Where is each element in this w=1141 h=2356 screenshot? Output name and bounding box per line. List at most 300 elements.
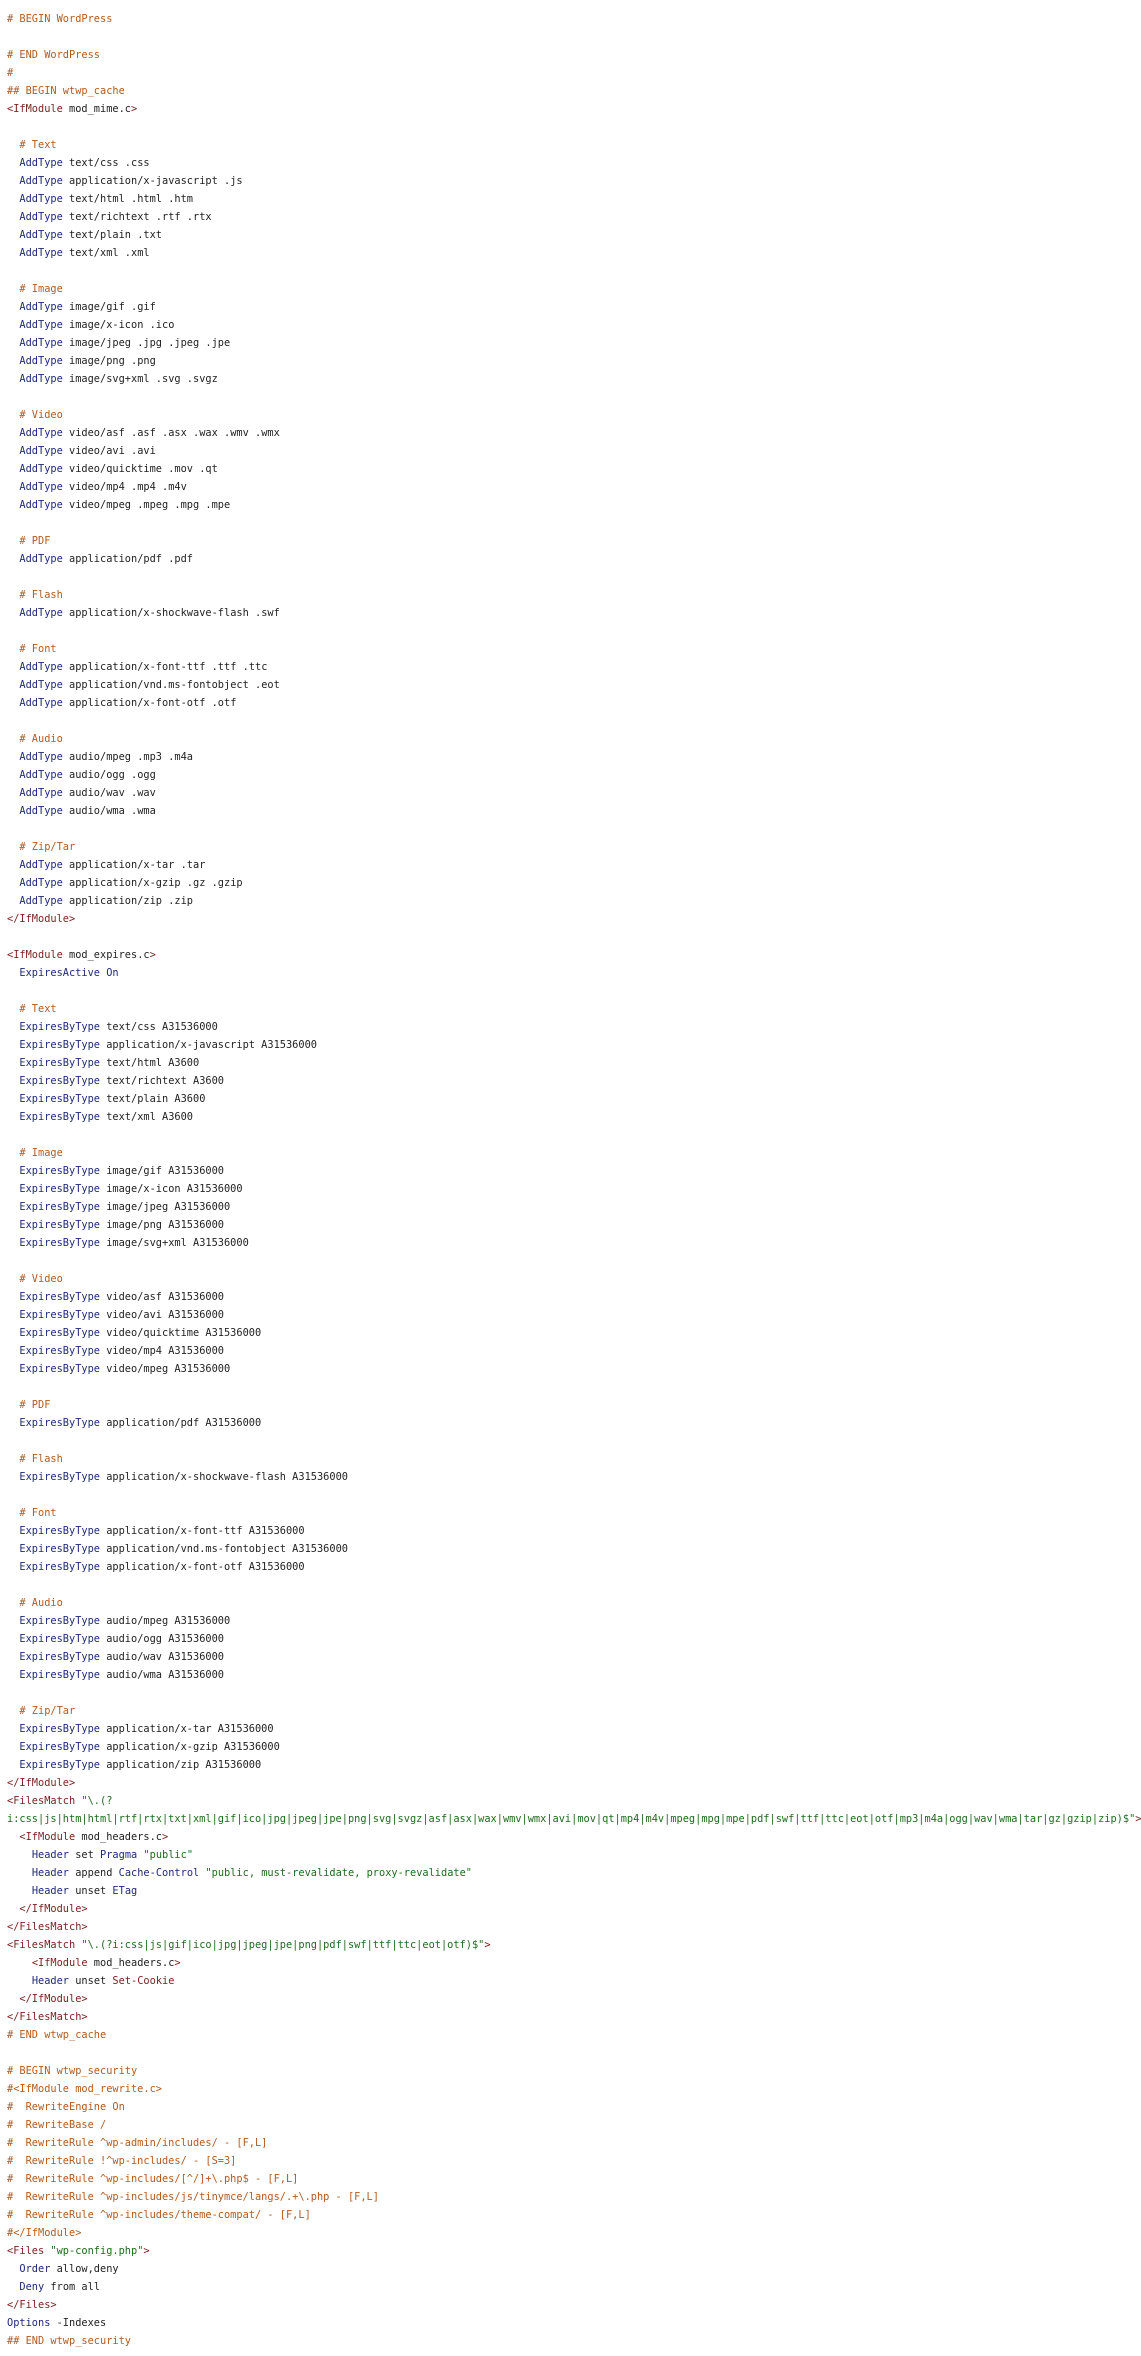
- code-token-plain: [7, 319, 19, 331]
- code-token-directive: ExpiresByType: [19, 1291, 100, 1303]
- code-token-comment: # END wtwp_cache: [7, 2029, 107, 2041]
- code-token-plain: application/x-gzip .gz .gzip: [62, 877, 243, 889]
- code-token-plain: [7, 769, 19, 781]
- code-line: [7, 1162, 1114, 1180]
- code-token-plain: text/xml A3600: [100, 1111, 193, 1123]
- code-token-plain: image/x-icon A31536000: [100, 1183, 243, 1195]
- code-line: [7, 640, 1114, 658]
- code-token-comment: # Text: [19, 139, 57, 151]
- code-token-tag: <IfModule: [7, 103, 63, 115]
- code-line: [7, 1738, 1114, 1756]
- code-line: [7, 190, 1114, 208]
- code-line: [7, 1792, 1114, 1810]
- code-line: [7, 2008, 1114, 2026]
- code-token-comment: # RewriteEngine On: [7, 2101, 125, 2113]
- code-token-directive: AddType: [19, 427, 63, 439]
- code-token-plain: [7, 877, 19, 889]
- code-token-plain: [7, 139, 19, 151]
- code-token-plain: [7, 355, 19, 367]
- code-line: [7, 280, 1114, 298]
- code-token-plain: [7, 859, 19, 871]
- code-token-plain: [7, 2263, 19, 2275]
- code-token-plain: [7, 1237, 19, 1249]
- code-token-directive: ExpiresByType: [19, 1237, 100, 1249]
- code-line: [7, 424, 1114, 442]
- code-token-string: i:css|js|htm|html|rtf|rtx|txt|xml|gif|ico|jpg|jpeg|jpe|png|svg|svgz|asf|asx|wax|wmv|wmx|avi|mov|qt|mp4|m4v|mpeg|mpg|mpe|pdf|swf|ttf|ttc|eot|otf|mp3|m4a|ogg|wav|wma|tar|gz|gzip|zip)$": [7, 1813, 1136, 1825]
- code-token-plain: text/html .html .htm: [62, 193, 193, 205]
- code-token-plain: [7, 1039, 19, 1051]
- code-token-directive: ExpiresByType: [19, 1471, 100, 1483]
- code-line: [7, 2278, 1114, 2296]
- code-line: [7, 1936, 1114, 1954]
- code-token-plain: text/plain A3600: [100, 1093, 206, 1105]
- code-line: [7, 1612, 1114, 1630]
- code-token-plain: [7, 697, 19, 709]
- code-token-plain: [7, 337, 19, 349]
- code-token-plain: [7, 1507, 19, 1519]
- code-token-plain: application/zip .zip: [62, 895, 193, 907]
- code-token-directive: ExpiresByType: [19, 1417, 100, 1429]
- code-token-plain: [7, 445, 19, 457]
- code-token-plain: [7, 481, 19, 493]
- code-line: [7, 694, 1114, 712]
- code-line: [7, 2098, 1114, 2116]
- code-token-plain: [7, 1111, 19, 1123]
- code-token-plain: [7, 1885, 32, 1897]
- code-line: [7, 298, 1114, 316]
- code-token-plain: video/avi A31536000: [100, 1309, 224, 1321]
- code-token-comment: # Zip/Tar: [19, 841, 76, 853]
- code-token-plain: [7, 211, 19, 223]
- code-token-plain: [7, 1345, 19, 1357]
- code-line: [7, 1270, 1114, 1288]
- code-line: [7, 1000, 1114, 1018]
- code-token-plain: [7, 679, 19, 691]
- code-token-plain: [7, 553, 19, 565]
- code-line: [7, 1954, 1114, 1972]
- code-token-directive: AddType: [19, 697, 63, 709]
- code-line: [7, 1990, 1114, 2008]
- code-token-plain: mod_expires.c: [62, 949, 150, 961]
- code-token-plain: unset: [69, 1885, 113, 1897]
- code-line: [7, 1972, 1114, 1990]
- code-token-plain: [7, 1471, 19, 1483]
- code-token-tag: </IfModule>: [19, 1993, 88, 2005]
- code-line: [7, 1594, 1114, 1612]
- code-line: [7, 1234, 1114, 1252]
- blank-line: [7, 568, 1114, 586]
- code-token-plain: application/x-shockwave-flash A31536000: [100, 1471, 348, 1483]
- code-token-plain: [7, 1705, 19, 1717]
- code-token-plain: [7, 1003, 19, 1015]
- code-token-plain: video/mpeg .mpeg .mpg .mpe: [62, 499, 231, 511]
- code-token-plain: [7, 1561, 19, 1573]
- code-token-plain: -Indexes: [50, 2317, 107, 2329]
- code-token-plain: [7, 1417, 19, 1429]
- code-token-string: "public, must-revalidate, proxy-revalidate": [205, 1867, 472, 1879]
- code-line: [7, 1702, 1114, 1720]
- code-token-directive: Pragma: [100, 1849, 138, 1861]
- code-token-plain: image/gif .gif: [62, 301, 156, 313]
- code-line: [7, 352, 1114, 370]
- code-token-directive: Cache-Control: [118, 1867, 200, 1879]
- code-token-plain: audio/wma .wma: [62, 805, 156, 817]
- code-token-directive: AddType: [19, 193, 63, 205]
- code-token-plain: [7, 1957, 32, 1969]
- code-token-comment: # RewriteRule !^wp-includes/ - [S=3]: [7, 2155, 237, 2167]
- code-token-tag: >: [131, 103, 138, 115]
- code-token-comment: # Audio: [19, 1597, 63, 1609]
- code-line: [7, 2242, 1114, 2260]
- code-token-plain: [7, 589, 19, 601]
- code-token-plain: [7, 1525, 19, 1537]
- code-line: [7, 334, 1114, 352]
- code-line: [7, 1918, 1114, 1936]
- code-line: [7, 2260, 1114, 2278]
- code-line: [7, 892, 1114, 910]
- code-line: [7, 1072, 1114, 1090]
- code-token-tag: >: [174, 1957, 181, 1969]
- code-token-comment: #: [7, 67, 14, 79]
- code-line: [7, 1306, 1114, 1324]
- code-token-plain: application/pdf A31536000: [100, 1417, 262, 1429]
- blank-line: [7, 118, 1114, 136]
- code-token-plain: image/png .png: [62, 355, 156, 367]
- code-token-comment: # Image: [19, 1147, 63, 1159]
- blank-line: [7, 1576, 1114, 1594]
- code-token-plain: allow,deny: [50, 2263, 119, 2275]
- code-token-plain: [7, 2281, 19, 2293]
- code-token-directive: AddType: [19, 355, 63, 367]
- code-line: [7, 442, 1114, 460]
- code-token-plain: text/css A31536000: [100, 1021, 218, 1033]
- code-token-plain: [7, 1183, 19, 1195]
- code-token-directive: Order: [19, 2263, 51, 2275]
- code-token-directive: ExpiresByType: [19, 1741, 100, 1753]
- blank-line: [7, 1486, 1114, 1504]
- code-token-comment: # PDF: [19, 1399, 51, 1411]
- code-token-comment: # Font: [19, 1507, 57, 1519]
- code-token-plain: [7, 499, 19, 511]
- code-token-directive: ExpiresByType: [19, 1345, 100, 1357]
- code-line: [7, 1144, 1114, 1162]
- code-token-plain: text/richtext .rtf .rtx: [62, 211, 212, 223]
- code-token-plain: [7, 787, 19, 799]
- code-token-plain: video/asf .asf .asx .wax .wmv .wmx: [62, 427, 280, 439]
- code-token-directive: AddType: [19, 859, 63, 871]
- code-token-directive: ExpiresActive: [19, 967, 100, 979]
- code-line: [7, 838, 1114, 856]
- code-token-plain: application/pdf .pdf: [62, 553, 193, 565]
- code-token-plain: [7, 409, 19, 421]
- code-line: [7, 1180, 1114, 1198]
- code-token-directive: ExpiresByType: [19, 1561, 100, 1573]
- code-token-plain: text/richtext A3600: [100, 1075, 224, 1087]
- code-token-plain: [7, 157, 19, 169]
- code-token-comment: # BEGIN wtwp_security: [7, 2065, 138, 2077]
- code-token-directive: ExpiresByType: [19, 1183, 100, 1195]
- code-line: [7, 1396, 1114, 1414]
- code-token-comment: # Video: [19, 409, 63, 421]
- code-token-tag: >: [1135, 1813, 1141, 1825]
- code-token-directive: ExpiresByType: [19, 1021, 100, 1033]
- code-token-plain: [7, 1057, 19, 1069]
- code-token-directive: AddType: [19, 445, 63, 457]
- code-token-directive: ExpiresByType: [19, 1201, 100, 1213]
- code-token-plain: [7, 1165, 19, 1177]
- code-line: [7, 802, 1114, 820]
- code-line: [7, 2152, 1114, 2170]
- code-token-directive: Deny: [19, 2281, 45, 2293]
- code-token-tag: </FilesMatch>: [7, 1921, 88, 1933]
- code-token-plain: video/mp4 A31536000: [100, 1345, 224, 1357]
- code-token-plain: [7, 1075, 19, 1087]
- code-token-comment: # END WordPress: [7, 49, 100, 61]
- code-token-plain: application/x-javascript A31536000: [100, 1039, 317, 1051]
- code-token-plain: mod_headers.c: [87, 1957, 175, 1969]
- code-token-tag: <Files: [7, 2245, 45, 2257]
- code-token-plain: application/vnd.ms-fontobject .eot: [62, 679, 280, 691]
- code-line: [7, 1054, 1114, 1072]
- code-line: [7, 460, 1114, 478]
- code-token-directive: AddType: [19, 301, 63, 313]
- code-token-directive: ExpiresByType: [19, 1669, 100, 1681]
- code-token-plain: [7, 1669, 19, 1681]
- code-line: [7, 2206, 1114, 2224]
- code-line: [7, 406, 1114, 424]
- blank-line: [7, 1252, 1114, 1270]
- code-line: [7, 1756, 1114, 1774]
- code-token-tag: <FilesMatch: [7, 1939, 76, 1951]
- blank-line: [7, 820, 1114, 838]
- code-line: [7, 676, 1114, 694]
- code-token-plain: [7, 1615, 19, 1627]
- code-token-directive: AddType: [19, 877, 63, 889]
- blank-line: [7, 712, 1114, 730]
- code-token-directive: AddType: [19, 211, 63, 223]
- code-token-plain: application/x-shockwave-flash .swf: [62, 607, 280, 619]
- code-token-plain: video/quicktime .mov .qt: [62, 463, 218, 475]
- code-token-directive: ExpiresByType: [19, 1759, 100, 1771]
- code-token-tag: >: [149, 949, 156, 961]
- code-token-directive: ExpiresByType: [19, 1075, 100, 1087]
- code-token-directive: ETag: [112, 1885, 138, 1897]
- code-token-plain: [7, 247, 19, 259]
- code-line: [7, 730, 1114, 748]
- code-token-plain: [7, 643, 19, 655]
- code-token-plain: [7, 373, 19, 385]
- code-line: [7, 1342, 1114, 1360]
- code-token-plain: image/x-icon .ico: [62, 319, 175, 331]
- code-token-plain: image/svg+xml A31536000: [100, 1237, 249, 1249]
- code-token-directive: Header: [31, 1975, 70, 1987]
- code-token-plain: audio/ogg .ogg: [62, 769, 156, 781]
- code-token-plain: video/quicktime A31536000: [100, 1327, 262, 1339]
- code-token-plain: video/asf A31536000: [100, 1291, 224, 1303]
- code-line: [7, 2170, 1114, 2188]
- code-token-tag: >: [484, 1939, 491, 1951]
- code-line: [7, 1648, 1114, 1666]
- code-line: [7, 46, 1114, 64]
- code-token-directive: ExpiresByType: [19, 1057, 100, 1069]
- code-token-tag: </IfModule>: [7, 1777, 76, 1789]
- code-line: [7, 10, 1114, 28]
- code-token-plain: audio/wav .wav: [62, 787, 156, 799]
- code-token-comment: # Flash: [19, 589, 63, 601]
- code-token-plain: application/x-font-ttf .ttf .ttc: [62, 661, 268, 673]
- code-token-plain: application/zip A31536000: [100, 1759, 262, 1771]
- code-token-comment: # BEGIN WordPress: [7, 13, 113, 25]
- code-token-directive: ExpiresByType: [19, 1111, 100, 1123]
- code-line: [7, 370, 1114, 388]
- code-line: [7, 1810, 1141, 1828]
- code-token-plain: text/plain .txt: [62, 229, 163, 241]
- code-token-directive: AddType: [19, 481, 63, 493]
- code-token-plain: [7, 1975, 32, 1987]
- code-line: [7, 1198, 1114, 1216]
- code-line: [7, 748, 1114, 766]
- blank-line: [7, 388, 1114, 406]
- code-token-tag: Set-Cookie: [112, 1975, 175, 1987]
- code-token-plain: text/css .css: [62, 157, 150, 169]
- code-token-directive: AddType: [19, 769, 63, 781]
- code-token-plain: [7, 1291, 19, 1303]
- code-token-plain: application/x-font-otf .otf: [62, 697, 237, 709]
- code-token-directive: ExpiresByType: [19, 1039, 100, 1051]
- code-line: [7, 1288, 1114, 1306]
- code-line: [7, 316, 1114, 334]
- code-line: [7, 946, 1114, 964]
- code-token-plain: application/x-tar .tar: [62, 859, 206, 871]
- code-token-plain: [7, 1453, 19, 1465]
- code-token-comment: # RewriteRule ^wp-includes/js/tinymce/langs/.+\.php - [F,L]: [7, 2191, 379, 2203]
- blank-line: [7, 1378, 1114, 1396]
- code-token-plain: append: [69, 1867, 119, 1879]
- code-token-plain: [7, 1273, 19, 1285]
- blank-line: [7, 2044, 1114, 2062]
- code-token-plain: [7, 1093, 19, 1105]
- code-line: [7, 1882, 1114, 1900]
- code-token-directive: AddType: [19, 805, 63, 817]
- code-token-plain: [7, 1741, 19, 1753]
- code-token-plain: application/x-font-ttf A31536000: [100, 1525, 305, 1537]
- code-token-string: "\.(?: [81, 1795, 113, 1807]
- code-line: [7, 1468, 1114, 1486]
- code-token-directive: Header: [31, 1885, 70, 1897]
- code-token-directive: AddType: [19, 751, 63, 763]
- blank-line: [7, 928, 1114, 946]
- code-token-plain: application/x-gzip A31536000: [100, 1741, 280, 1753]
- code-token-directive: ExpiresByType: [19, 1363, 100, 1375]
- code-token-plain: [7, 1759, 19, 1771]
- code-token-plain: [7, 1831, 19, 1843]
- code-token-plain: [7, 463, 19, 475]
- code-token-directive: ExpiresByType: [19, 1165, 100, 1177]
- code-line: [7, 496, 1114, 514]
- code-token-directive: AddType: [19, 373, 63, 385]
- code-token-directive: AddType: [19, 553, 63, 565]
- code-token-plain: mod_headers.c: [75, 1831, 162, 1843]
- code-token-directive: AddType: [19, 157, 63, 169]
- code-token-comment: # Font: [19, 643, 57, 655]
- code-line: [7, 1414, 1114, 1432]
- code-token-plain: [7, 1651, 19, 1663]
- code-token-tag: >: [162, 1831, 169, 1843]
- code-line: [7, 1540, 1114, 1558]
- code-token-tag: <IfModule: [19, 1831, 76, 1843]
- code-token-string: "wp-config.php": [50, 2245, 144, 2257]
- code-line: [7, 2188, 1114, 2206]
- code-token-plain: application/x-javascript .js: [62, 175, 243, 187]
- code-token-plain: [7, 1327, 19, 1339]
- code-token-plain: image/png A31536000: [100, 1219, 224, 1231]
- code-token-plain: [7, 841, 19, 853]
- code-token-plain: mod_mime.c: [62, 103, 131, 115]
- code-line: [7, 1864, 1114, 1882]
- code-token-comment: # RewriteRule ^wp-includes/[^/]+\.php$ - [F,L]: [7, 2173, 299, 2185]
- code-token-plain: set: [69, 1849, 101, 1861]
- code-token-plain: [7, 175, 19, 187]
- code-token-comment: # Video: [19, 1273, 63, 1285]
- code-line: [7, 2296, 1114, 2314]
- code-line: [7, 136, 1114, 154]
- code-token-comment: #<IfModule mod_rewrite.c>: [7, 2083, 162, 2095]
- code-token-plain: [7, 1597, 19, 1609]
- code-token-string: "\.(?i:css|js|gif|ico|jpg|jpeg|jpe|png|pdf|swf|ttf|ttc|eot|otf)$": [81, 1939, 485, 1951]
- code-line: [7, 658, 1114, 676]
- code-token-plain: text/xml .xml: [62, 247, 150, 259]
- code-token-directive: AddType: [19, 679, 63, 691]
- code-token-tag: </IfModule>: [7, 913, 76, 925]
- code-token-plain: image/svg+xml .svg .svgz: [62, 373, 218, 385]
- code-token-plain: [7, 751, 19, 763]
- code-token-plain: image/gif A31536000: [100, 1165, 224, 1177]
- code-line: [7, 550, 1114, 568]
- code-line: [7, 1504, 1114, 1522]
- code-token-directive: ExpiresByType: [19, 1543, 100, 1555]
- blank-line: [7, 28, 1114, 46]
- code-token-plain: [7, 661, 19, 673]
- code-token-plain: video/mp4 .mp4 .m4v: [62, 481, 187, 493]
- code-token-comment: ## END wtwp_security: [7, 2335, 131, 2347]
- code-line: [7, 2062, 1114, 2080]
- code-token-directive: AddType: [19, 499, 63, 511]
- blank-line: [7, 1432, 1114, 1450]
- code-line: [7, 604, 1114, 622]
- code-token-comment: # Flash: [19, 1453, 63, 1465]
- code-token-comment: # PDF: [19, 535, 51, 547]
- code-token-plain: [7, 607, 19, 619]
- code-line: [7, 1774, 1114, 1792]
- code-token-plain: [7, 1903, 19, 1915]
- code-token-plain: video/mpeg A31536000: [100, 1363, 231, 1375]
- code-line: [7, 1630, 1114, 1648]
- code-token-tag: <IfModule: [7, 949, 63, 961]
- code-token-plain: from all: [44, 2281, 101, 2293]
- code-token-plain: [7, 1309, 19, 1321]
- code-line: [7, 1558, 1114, 1576]
- code-line: [7, 1900, 1114, 1918]
- code-line: [7, 154, 1114, 172]
- code-token-directive: ExpiresByType: [19, 1633, 100, 1645]
- code-token-plain: image/jpeg .jpg .jpeg .jpe: [62, 337, 231, 349]
- code-token-plain: application/x-font-otf A31536000: [100, 1561, 305, 1573]
- code-line: [7, 2134, 1114, 2152]
- code-line: [7, 1036, 1114, 1054]
- blank-line: [7, 262, 1114, 280]
- code-token-directive: Header: [31, 1849, 70, 1861]
- code-token-plain: [7, 733, 19, 745]
